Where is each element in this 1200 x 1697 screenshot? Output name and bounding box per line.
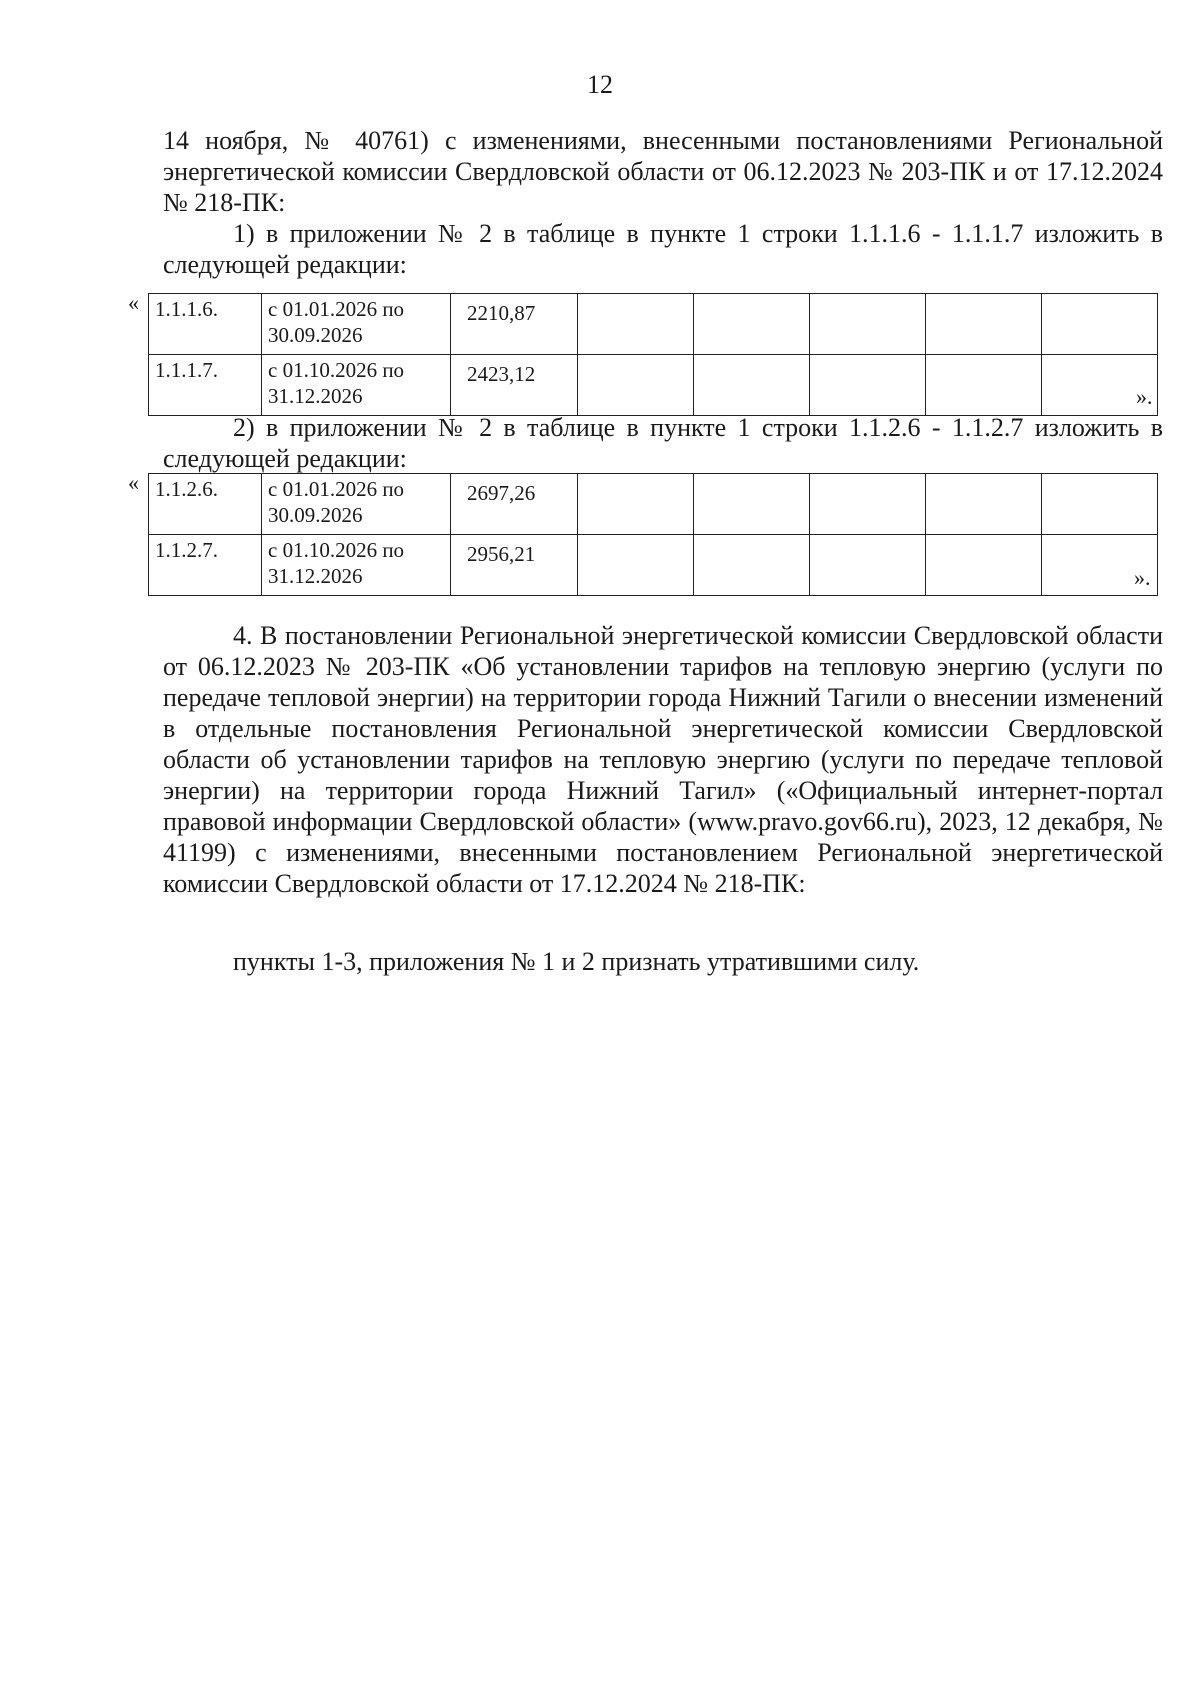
row-period: с 01.01.2026 по 30.09.2026 (262, 294, 451, 355)
item-1-paragraph: 1) в приложении № 2 в таблице в пункте 1 строки 1.1.1.6 - 1.1.1.7 изложить в следующей редакции: (163, 219, 1163, 279)
empty-cell (578, 294, 694, 355)
row-code: 1.1.1.7. (149, 355, 262, 416)
table-1-quote-close: ». (1136, 384, 1153, 409)
row-period: с 01.01.2026 по 30.09.2026 (262, 474, 451, 535)
row-value: 2697,26 (451, 474, 578, 535)
empty-cell (578, 535, 694, 596)
intro-paragraph: 14 ноября, № 40761) с изменениями, внесенными постановлениями Региональной энергетической комиссии Свердловской области от 06.12.2023 № 203-ПК и от 17.12.2024 № 218-ПК: (163, 126, 1163, 217)
row-code: 1.1.2.6. (149, 474, 262, 535)
empty-cell (694, 355, 810, 416)
empty-cell (1042, 474, 1158, 535)
empty-cell (694, 535, 810, 596)
page-number: 12 (587, 70, 613, 99)
empty-cell (578, 474, 694, 535)
row-period: с 01.10.2026 по 31.12.2026 (262, 535, 451, 596)
table-2-quote-close: ». (1134, 565, 1151, 590)
empty-cell (694, 474, 810, 535)
empty-cell (694, 294, 810, 355)
row-value: 2423,12 (451, 355, 578, 416)
section-4-item-paragraph: пункты 1-3, приложения № 1 и 2 признать утратившими силу. (233, 947, 920, 976)
table-row (149, 474, 1158, 535)
empty-cell (810, 535, 926, 596)
item-2-paragraph: 2) в приложении № 2 в таблице в пункте 1 строки 1.1.2.6 - 1.1.2.7 изложить в следующей редакции: (163, 413, 1163, 473)
empty-cell (926, 294, 1042, 355)
table-1-quote-open: « (128, 290, 139, 315)
row-value: 2956,21 (451, 535, 578, 596)
table-2-quote-open: « (128, 470, 139, 495)
empty-cell (926, 535, 1042, 596)
empty-cell (926, 474, 1042, 535)
empty-cell (1042, 294, 1158, 355)
row-period: с 01.10.2026 по 31.12.2026 (262, 355, 451, 416)
table-row (149, 294, 1158, 355)
empty-cell (810, 474, 926, 535)
tariff-table-1 (148, 293, 1158, 416)
section-4-paragraph: 4. В постановлении Региональной энергетической комиссии Свердловской области от 06.12.2023 № 203-ПК «Об установлении тарифов на тепловую энергию (услуги по передаче тепловой энергии) на территории города Нижний Тагили о внесении изменений в отдельные постановления Региональной энергетической комиссии Свердловской области об установлении тарифов на тепловую энергию (услуги по передаче тепловой энергии) на территории города Нижний Тагил» («Официальный интернет-портал правовой информации Свердловской области» (www.pravo.gov66.ru), 2023, 12 декабря, № 41199) с изменениями, внесенными постановлением Региональной энергетической комиссии Свердловской области от 17.12.2024 № 218-ПК: (163, 621, 1163, 898)
empty-cell (578, 355, 694, 416)
empty-cell (926, 355, 1042, 416)
table-row (149, 355, 1158, 416)
empty-cell (810, 294, 926, 355)
empty-cell (810, 355, 926, 416)
row-value: 2210,87 (451, 294, 578, 355)
row-code: 1.1.1.6. (149, 294, 262, 355)
table-row (149, 535, 1158, 596)
row-code: 1.1.2.7. (149, 535, 262, 596)
tariff-table-2 (148, 473, 1158, 596)
